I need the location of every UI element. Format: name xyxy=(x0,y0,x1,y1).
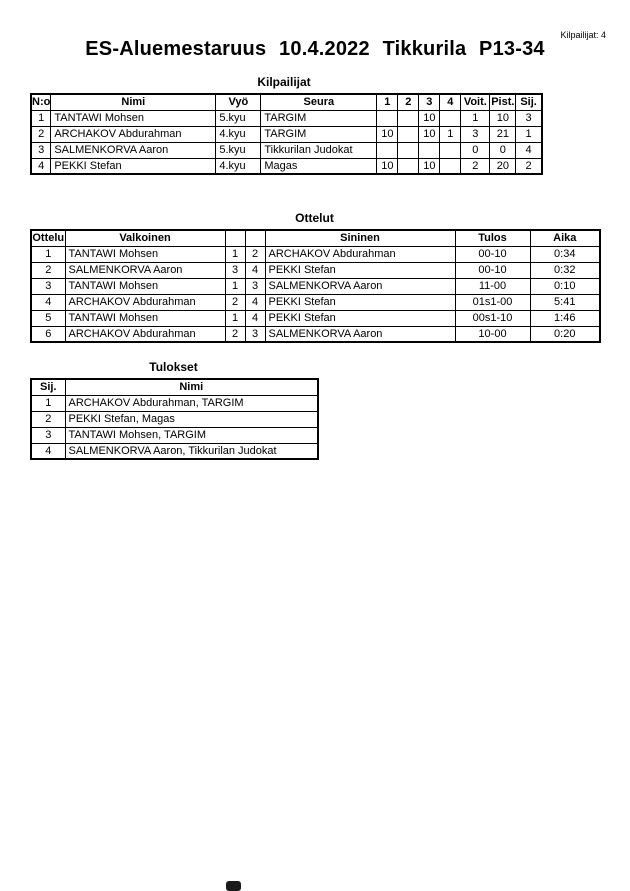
cell-seura: TARGIM xyxy=(261,126,377,142)
col-header-no: N:o xyxy=(31,94,51,110)
cell-white-no: 1 xyxy=(225,310,245,326)
table-row xyxy=(31,126,542,142)
cell-voit: 0 xyxy=(461,142,490,158)
cell-sij: 3 xyxy=(516,110,542,126)
cell-valkoinen: TANTAWI Mohsen xyxy=(65,246,225,262)
col-header-vyo: Vyö xyxy=(216,94,261,110)
cell-no: 2 xyxy=(31,126,51,142)
cell-score-4: 1 xyxy=(440,126,461,142)
cell-white-no: 2 xyxy=(225,294,245,310)
table-row xyxy=(31,443,318,459)
cell-vyo: 4.kyu xyxy=(216,126,261,142)
tulokset-heading-text: Tulokset xyxy=(149,360,198,374)
table-row xyxy=(31,142,542,158)
cell-sij: 2 xyxy=(31,411,65,427)
col-header-valkoinen: Valkoinen xyxy=(65,230,225,246)
cell-tulos: 01s1-00 xyxy=(455,294,530,310)
cell-valkoinen: ARCHAKOV Abdurahman xyxy=(65,326,225,342)
table-row xyxy=(31,326,600,342)
kilpailijat-heading-text: Kilpailijat xyxy=(257,75,311,89)
cell-tulos: 10-00 xyxy=(455,326,530,342)
table-row xyxy=(31,427,318,443)
cell-sij: 1 xyxy=(516,126,542,142)
col-header-aika: Aika xyxy=(530,230,600,246)
cell-sininen: ARCHAKOV Abdurahman xyxy=(265,246,455,262)
cell-score-3: 10 xyxy=(419,126,440,142)
tulokset-table xyxy=(30,378,319,460)
cell-tulos: 00-10 xyxy=(455,246,530,262)
cell-aika: 1:46 xyxy=(530,310,600,326)
cell-voit: 1 xyxy=(461,110,490,126)
cell-sininen: PEKKI Stefan xyxy=(265,294,455,310)
table-row xyxy=(31,278,600,294)
col-header-nimi: Nimi xyxy=(51,94,216,110)
cell-ottelu: 1 xyxy=(31,246,65,262)
col-header-tulos: Tulos xyxy=(455,230,530,246)
cell-nimi: ARCHAKOV Abdurahman xyxy=(51,126,216,142)
section-heading-tulokset xyxy=(30,360,317,374)
competitors-count-label: Kilpailijat: 4 xyxy=(560,30,606,40)
cell-blue-no: 4 xyxy=(245,262,265,278)
col-header-white-no xyxy=(225,230,245,246)
section-heading-kilpailijat xyxy=(30,75,538,89)
col-header-3: 3 xyxy=(419,94,440,110)
col-header-nimi: Nimi xyxy=(65,379,318,395)
cell-score-1: 10 xyxy=(377,126,398,142)
cell-pist: 21 xyxy=(490,126,516,142)
cell-score-1: 10 xyxy=(377,158,398,174)
tulokset-header-row xyxy=(31,379,318,395)
cell-seura: Tikkurilan Judokat xyxy=(261,142,377,158)
cell-pist: 0 xyxy=(490,142,516,158)
table-row xyxy=(31,262,600,278)
cell-nimi: TANTAWI Mohsen xyxy=(51,110,216,126)
cell-seura: Magas xyxy=(261,158,377,174)
cell-voit: 2 xyxy=(461,158,490,174)
page-bottom-mark xyxy=(226,881,241,891)
cell-tulos: 00s1-10 xyxy=(455,310,530,326)
cell-aika: 0:10 xyxy=(530,278,600,294)
ottelut-table xyxy=(30,229,601,343)
col-header-sininen: Sininen xyxy=(265,230,455,246)
cell-no: 3 xyxy=(31,142,51,158)
cell-score-4 xyxy=(440,110,461,126)
col-header-seura: Seura xyxy=(261,94,377,110)
cell-nimi: PEKKI Stefan xyxy=(51,158,216,174)
cell-valkoinen: ARCHAKOV Abdurahman xyxy=(65,294,225,310)
cell-score-3 xyxy=(419,142,440,158)
cell-ottelu: 2 xyxy=(31,262,65,278)
col-header-sij: Sij. xyxy=(516,94,542,110)
col-header-2: 2 xyxy=(398,94,419,110)
col-header-1: 1 xyxy=(377,94,398,110)
cell-score-2 xyxy=(398,142,419,158)
col-header-ottelu: Ottelu xyxy=(31,230,65,246)
cell-aika: 0:34 xyxy=(530,246,600,262)
cell-no: 4 xyxy=(31,158,51,174)
cell-sij: 3 xyxy=(31,427,65,443)
cell-white-no: 1 xyxy=(225,246,245,262)
cell-valkoinen: TANTAWI Mohsen xyxy=(65,278,225,294)
cell-blue-no: 4 xyxy=(245,310,265,326)
cell-aika: 0:20 xyxy=(530,326,600,342)
cell-sininen: SALMENKORVA Aaron xyxy=(265,278,455,294)
cell-white-no: 2 xyxy=(225,326,245,342)
cell-vyo: 5.kyu xyxy=(216,110,261,126)
cell-blue-no: 2 xyxy=(245,246,265,262)
cell-score-4 xyxy=(440,158,461,174)
cell-ottelu: 6 xyxy=(31,326,65,342)
cell-vyo: 5.kyu xyxy=(216,142,261,158)
cell-score-1 xyxy=(377,110,398,126)
cell-nimi: PEKKI Stefan, Magas xyxy=(65,411,318,427)
cell-white-no: 1 xyxy=(225,278,245,294)
cell-nimi: TANTAWI Mohsen, TARGIM xyxy=(65,427,318,443)
cell-ottelu: 4 xyxy=(31,294,65,310)
cell-score-1 xyxy=(377,142,398,158)
cell-sij: 4 xyxy=(516,142,542,158)
cell-blue-no: 4 xyxy=(245,294,265,310)
page-title: ES-Aluemestaruus 10.4.2022 Tikkurila P13-34 xyxy=(85,38,545,60)
cell-sij: 2 xyxy=(516,158,542,174)
cell-score-2 xyxy=(398,126,419,142)
section-heading-ottelut xyxy=(30,211,599,225)
cell-sininen: PEKKI Stefan xyxy=(265,262,455,278)
table-row xyxy=(31,395,318,411)
cell-tulos: 00-10 xyxy=(455,262,530,278)
cell-nimi: SALMENKORVA Aaron, Tikkurilan Judokat xyxy=(65,443,318,459)
cell-blue-no: 3 xyxy=(245,278,265,294)
col-header-blue-no xyxy=(245,230,265,246)
table-row xyxy=(31,310,600,326)
cell-white-no: 3 xyxy=(225,262,245,278)
kilpailijat-table xyxy=(30,93,543,175)
cell-nimi: ARCHAKOV Abdurahman, TARGIM xyxy=(65,395,318,411)
table-row xyxy=(31,110,542,126)
cell-sij: 1 xyxy=(31,395,65,411)
cell-score-2 xyxy=(398,158,419,174)
table-row xyxy=(31,411,318,427)
col-header-voit: Voit. xyxy=(461,94,490,110)
cell-ottelu: 3 xyxy=(31,278,65,294)
cell-no: 1 xyxy=(31,110,51,126)
cell-pist: 20 xyxy=(490,158,516,174)
cell-sij: 4 xyxy=(31,443,65,459)
cell-score-2 xyxy=(398,110,419,126)
ottelut-heading-text: Ottelut xyxy=(295,211,334,225)
cell-seura: TARGIM xyxy=(261,110,377,126)
cell-ottelu: 5 xyxy=(31,310,65,326)
cell-aika: 0:32 xyxy=(530,262,600,278)
cell-sininen: PEKKI Stefan xyxy=(265,310,455,326)
cell-blue-no: 3 xyxy=(245,326,265,342)
table-row xyxy=(31,246,600,262)
cell-aika: 5:41 xyxy=(530,294,600,310)
kilpailijat-header-row xyxy=(31,94,542,110)
cell-valkoinen: SALMENKORVA Aaron xyxy=(65,262,225,278)
cell-valkoinen: TANTAWI Mohsen xyxy=(65,310,225,326)
table-row xyxy=(31,158,542,174)
col-header-sij: Sij. xyxy=(31,379,65,395)
col-header-pist: Pist. xyxy=(490,94,516,110)
col-header-4: 4 xyxy=(440,94,461,110)
cell-sininen: SALMENKORVA Aaron xyxy=(265,326,455,342)
ottelut-header-row xyxy=(31,230,600,246)
cell-tulos: 11-00 xyxy=(455,278,530,294)
cell-score-4 xyxy=(440,142,461,158)
cell-voit: 3 xyxy=(461,126,490,142)
cell-vyo: 4.kyu xyxy=(216,158,261,174)
cell-score-3: 10 xyxy=(419,110,440,126)
cell-pist: 10 xyxy=(490,110,516,126)
cell-nimi: SALMENKORVA Aaron xyxy=(51,142,216,158)
cell-score-3: 10 xyxy=(419,158,440,174)
table-row xyxy=(31,294,600,310)
